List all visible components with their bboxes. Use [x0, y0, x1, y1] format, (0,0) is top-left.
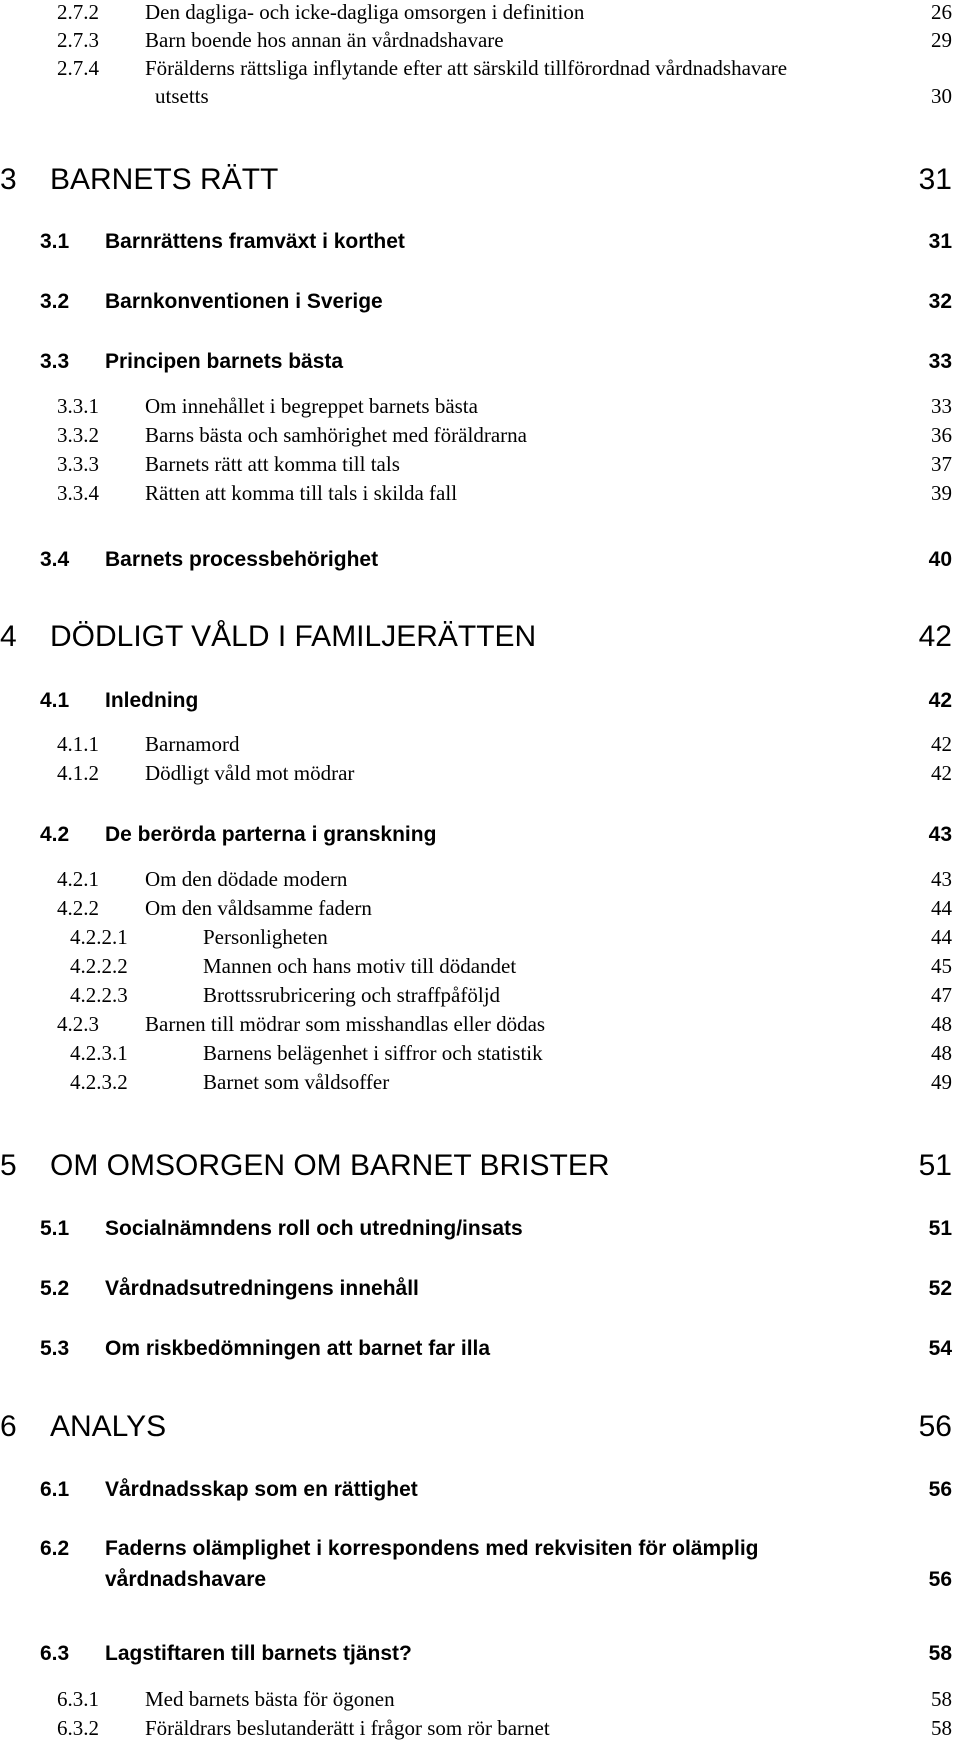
toc-number: 4.1.2: [57, 761, 99, 785]
toc-title: Barnrättens framväxt i korthet: [105, 230, 405, 253]
toc-page: 42: [928, 689, 952, 712]
toc-number: 4.1: [40, 689, 70, 712]
toc-title: Förälderns rättsliga inflytande efter att särskild tillförordnad vårdnadshavare: [145, 56, 788, 80]
toc-title: Om den våldsamme fadern: [145, 896, 372, 920]
toc-page: 32: [928, 290, 952, 313]
toc-page: 58: [931, 1716, 952, 1740]
toc-title: Barnet som våldsoffer: [203, 1070, 390, 1094]
toc-number: 4.2.2.1: [70, 925, 128, 949]
toc-title: Personligheten: [203, 925, 328, 949]
toc-page: 33: [931, 394, 952, 418]
toc-page: 58: [928, 1642, 952, 1665]
toc-title: Med barnets bästa för ögonen: [145, 1687, 395, 1711]
toc-title: Barns bästa och samhörighet med föräldrarna: [145, 423, 527, 447]
toc-title: Om innehållet i begreppet barnets bästa: [145, 394, 478, 418]
toc-number: 3.4: [40, 548, 70, 571]
toc-title: Socialnämndens roll och utredning/insats: [105, 1217, 523, 1240]
toc-title: vårdnadshavare: [105, 1568, 267, 1591]
toc-page: 54: [928, 1337, 952, 1360]
toc-page: 56: [928, 1478, 952, 1501]
toc-title: Om riskbedömningen att barnet far illa: [105, 1337, 491, 1360]
toc-page: 44: [931, 925, 952, 949]
toc-title: Rätten att komma till tals i skilda fall: [145, 481, 458, 505]
toc-number: 6.3.2: [57, 1716, 99, 1740]
toc-title: Vårdnadsskap som en rättighet: [105, 1478, 418, 1501]
toc-number: 3.3: [40, 350, 70, 373]
toc-number: 4.2.1: [57, 867, 99, 891]
toc-title: Principen barnets bästa: [105, 350, 344, 373]
toc-page: 56: [928, 1568, 952, 1591]
toc-title: Lagstiftaren till barnets tjänst?: [105, 1642, 412, 1665]
toc-page: 48: [931, 1041, 952, 1065]
toc-number: 4.2.2.3: [70, 983, 128, 1007]
toc-number: 6.2: [40, 1537, 70, 1560]
toc-page: 42: [918, 620, 952, 653]
toc-number: 4.2: [40, 823, 70, 846]
toc-page: 36: [931, 423, 952, 447]
toc-title: Barnkonventionen i Sverige: [105, 290, 383, 313]
toc-number: 4.2.3.2: [70, 1070, 128, 1094]
toc-number: 6.3: [40, 1642, 70, 1665]
toc-title: Barnets rätt att komma till tals: [145, 452, 400, 476]
toc-number: 4.2.3.1: [70, 1041, 128, 1065]
toc-number: 4.2.2.2: [70, 954, 128, 978]
toc-number: 2.7.3: [57, 28, 99, 52]
toc-page: 37: [931, 452, 952, 476]
toc-page: 47: [931, 983, 952, 1007]
toc-page: 51: [918, 1149, 952, 1182]
toc-page: 42: [931, 761, 952, 785]
toc-number: 4.2.2: [57, 896, 99, 920]
toc-title: DÖDLIGT VÅLD I FAMILJERÄTTEN: [50, 620, 537, 653]
toc-page: 29: [931, 28, 952, 52]
toc-page: 31: [918, 163, 952, 196]
toc-number: 2.7.2: [57, 0, 99, 24]
toc-title: Vårdnadsutredningens innehåll: [105, 1277, 419, 1300]
toc-page: 26: [931, 0, 952, 24]
toc-number: 3: [0, 163, 17, 196]
toc-page: 43: [928, 823, 952, 846]
toc-number: 4: [0, 620, 17, 653]
toc-title: De berörda parterna i granskning: [105, 823, 437, 846]
toc-title: Faderns olämplighet i korrespondens med rekvisiten för olämplig: [105, 1537, 759, 1560]
toc-number: 5.2: [40, 1277, 70, 1300]
toc-number: 2.7.4: [57, 56, 99, 80]
toc-title: ANALYS: [50, 1410, 167, 1443]
toc-title: Barnets processbehörighet: [105, 548, 379, 571]
toc-page: 39: [931, 481, 952, 505]
toc-title: Barn boende hos annan än vårdnadshavare: [145, 28, 504, 52]
toc-number: 5: [0, 1149, 17, 1182]
toc-number: 3.2: [40, 290, 70, 313]
toc-title: Om den dödade modern: [145, 867, 348, 891]
toc-number: 4.1.1: [57, 732, 99, 756]
toc-title: Mannen och hans motiv till dödandet: [203, 954, 517, 978]
toc-page: 40: [928, 548, 952, 571]
toc-page: 42: [931, 732, 952, 756]
toc-page: 43: [931, 867, 952, 891]
toc-page: 44: [931, 896, 952, 920]
toc-number: 6: [0, 1410, 17, 1443]
toc-number: 6.1: [40, 1478, 70, 1501]
toc-number: 5.3: [40, 1337, 70, 1360]
toc-number: 6.3.1: [57, 1687, 99, 1711]
toc-page: 51: [928, 1217, 952, 1240]
toc-page: 48: [931, 1012, 952, 1036]
toc-title: Dödligt våld mot mödrar: [145, 761, 355, 785]
toc-number: 4.2.3: [57, 1012, 99, 1036]
toc-title: Brottssrubricering och straffpåföljd: [203, 983, 501, 1007]
toc-title: utsetts: [155, 84, 209, 108]
toc-number: 3.3.3: [57, 452, 99, 476]
toc-number: 3.3.1: [57, 394, 99, 418]
toc-page: 52: [928, 1277, 952, 1300]
toc-page: 30: [931, 84, 952, 108]
toc-number: 3.1: [40, 230, 70, 253]
toc-page: 33: [928, 350, 952, 373]
toc-title: Barnens belägenhet i siffror och statistik: [203, 1041, 543, 1065]
toc-title: Inledning: [105, 689, 199, 712]
toc-number: 5.1: [40, 1217, 70, 1240]
toc-page: 45: [931, 954, 952, 978]
toc-title: Föräldrars beslutanderätt i frågor som rör barnet: [145, 1716, 550, 1740]
toc-number: 3.3.4: [57, 481, 99, 505]
toc-title: BARNETS RÄTT: [50, 163, 279, 196]
toc-title: OM OMSORGEN OM BARNET BRISTER: [50, 1149, 610, 1182]
toc-title: Den dagliga- och icke-dagliga omsorgen i definition: [145, 0, 585, 24]
toc-page: 56: [918, 1410, 952, 1443]
toc-page: 49: [931, 1070, 952, 1094]
toc-page: 31: [928, 230, 952, 253]
toc-title: Barnamord: [145, 732, 240, 756]
toc-title: Barnen till mödrar som misshandlas eller dödas: [145, 1012, 546, 1036]
toc-number: 3.3.2: [57, 423, 99, 447]
toc-page: 58: [931, 1687, 952, 1711]
